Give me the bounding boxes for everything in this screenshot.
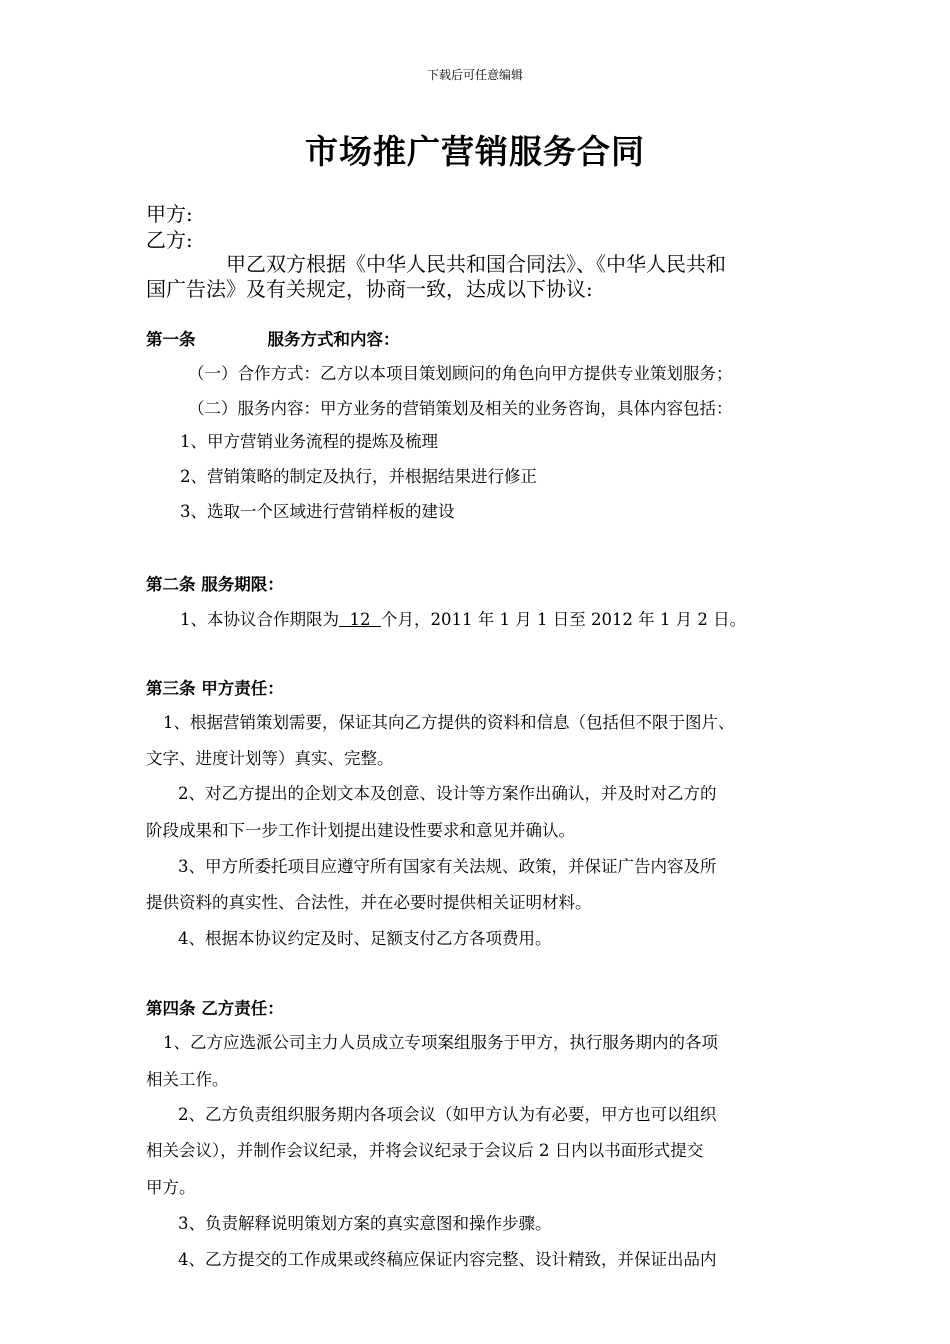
article-4-line-4: 相关会议），并制作会议纪录，并将会议纪录于会议后 2 日内以书面形式提交 [146,1141,704,1160]
term-months: 12 [339,610,381,629]
term-prefix: 1、本协议合作期限为 [180,610,339,629]
header-note: 下载后可任意编辑 [426,68,523,82]
article-1-number: 第一条 [146,330,196,349]
document-title: 市场推广营销服务合同 [305,132,645,171]
article-1-line-3: 1、甲方营销业务流程的提炼及梳理 [180,432,438,451]
article-3-line-7: 4、根据本协议约定及时、足额支付乙方各项费用。 [178,929,552,948]
article-3-line-5: 3、甲方所委托项目应遵守所有国家有关法规、政策，并保证广告内容及所 [178,857,717,876]
article-1-line-5: 3、选取一个区域进行营销样板的建设 [180,502,455,521]
article-3-line-6: 提供资料的真实性、合法性，并在必要时提供相关证明材料。 [146,893,592,912]
article-4-line-6: 3、负责解释说明策划方案的真实意图和操作步骤。 [178,1214,552,1233]
article-3-heading: 第三条 甲方责任： [146,679,284,698]
article-4-line-7: 4、乙方提交的工作成果或终稿应保证内容完整、设计精致，并保证出品内 [178,1250,717,1269]
article-1-title: 服务方式和内容： [267,330,400,349]
article-3-line-4: 阶段成果和下一步工作计划提出建设性要求和意见并确认。 [146,821,575,840]
article-1-line-2: （二）服务内容：甲方业务的营销策划及相关的业务咨询，具体内容包括： [188,399,733,418]
party-a-label: 甲方: [146,202,193,226]
article-2-line-1 [180,606,746,630]
article-4-line-1: 1、乙方应选派公司主力人员成立专项案组服务于甲方，执行服务期内的各项 [163,1033,718,1052]
article-2-heading: 第二条 服务期限： [146,575,284,594]
intro-line-2: 国广告法》及有关规定，协商一致，达成以下协议: [146,277,593,301]
party-b-label: 乙方: [146,228,193,252]
article-1-heading [146,326,400,350]
article-1-line-4: 2、营销策略的制定及执行，并根据结果进行修正 [180,467,537,486]
article-4-heading: 第四条 乙方责任： [146,999,284,1018]
term-suffix: 个月，2011 年 1 月 1 日至 2012 年 1 月 2 日。 [380,610,747,629]
intro-line-1: 甲乙双方根据《中华人民共和国合同法》、《中华人民共和 [226,252,726,276]
article-4-line-3: 2、乙方负责组织服务期内各项会议（如甲方认为有必要，甲方也可以组织 [178,1105,717,1124]
article-1-line-1: （一）合作方式：乙方以本项目策划顾问的角色向甲方提供专业策划服务； [188,364,733,383]
article-3-line-3: 2、对乙方提出的企划文本及创意、设计等方案作出确认，并及时对乙方的 [178,784,717,803]
article-4-line-2: 相关工作。 [146,1070,229,1089]
article-3-line-1: 1、根据营销策划需要，保证其向乙方提供的资料和信息（包括但不限于图片、 [163,713,735,732]
article-3-line-2: 文字、进度计划等）真实、完整。 [146,749,394,768]
article-4-line-5: 甲方。 [146,1178,196,1197]
